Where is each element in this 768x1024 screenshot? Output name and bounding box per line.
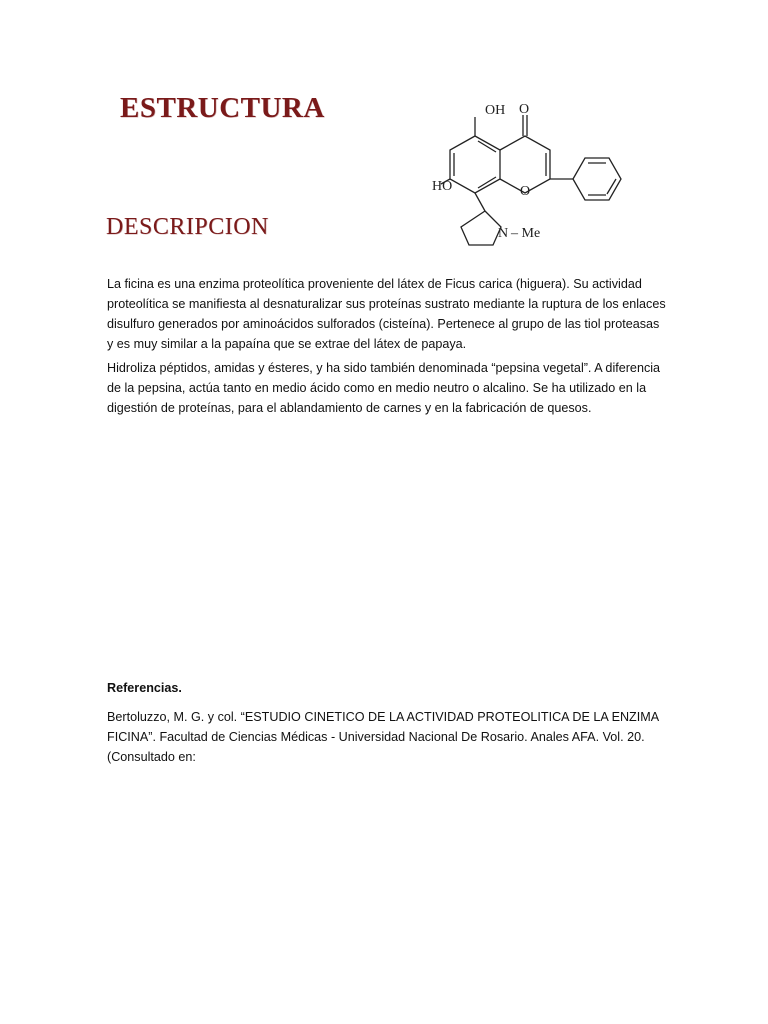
molecule-label-ketone-o: O — [519, 102, 530, 117]
molecule-label-ho: HO — [432, 179, 453, 194]
structure-heading: ESTRUCTURA — [120, 92, 325, 124]
references-title: Referencias. — [107, 681, 182, 695]
reference-entry: Bertoluzzo, M. G. y col. “ESTUDIO CINETICO DE LA ACTIVIDAD PROTEOLITICA DE LA ENZIMA FICINA”. Facultad de Ciencias Médicas - Universidad Nacional De Rosario. Anales AFA. Vol. 20. (Consultado en: — [107, 710, 659, 764]
molecule-label-oh: OH — [485, 103, 506, 118]
description-paragraph-1: La ficina es una enzima proteolítica proveniente del látex de Ficus carica (higuera). Su actividad proteolítica se manifiesta al desnaturalizar sus proteínas sustrato mediante la ruptura de los enlaces disulfuro generados por aminoácidos sulforados (cisteína). Pertenece al grupo de las tiol proteasas y es muy similar a la papaína que se extrae del látex de papaya. — [107, 277, 666, 351]
molecule-label-n: N — [498, 226, 509, 241]
description-paragraph-2: Hidroliza péptidos, amidas y ésteres, y ha sido también denominada “pepsina vegetal”. A diferencia de la pepsina, actúa tanto en medio ácido como en medio neutro o alcalino. Se ha utilizado en la digestión de proteínas, para el ablandamiento de carnes y en la fabricación de quesos. — [107, 361, 661, 415]
description-heading: DESCRIPCION — [106, 214, 269, 240]
chemical-structure-diagram — [425, 93, 635, 263]
molecule-label-me: – Me — [511, 226, 541, 241]
molecule-label-ring-o: O — [520, 184, 531, 199]
